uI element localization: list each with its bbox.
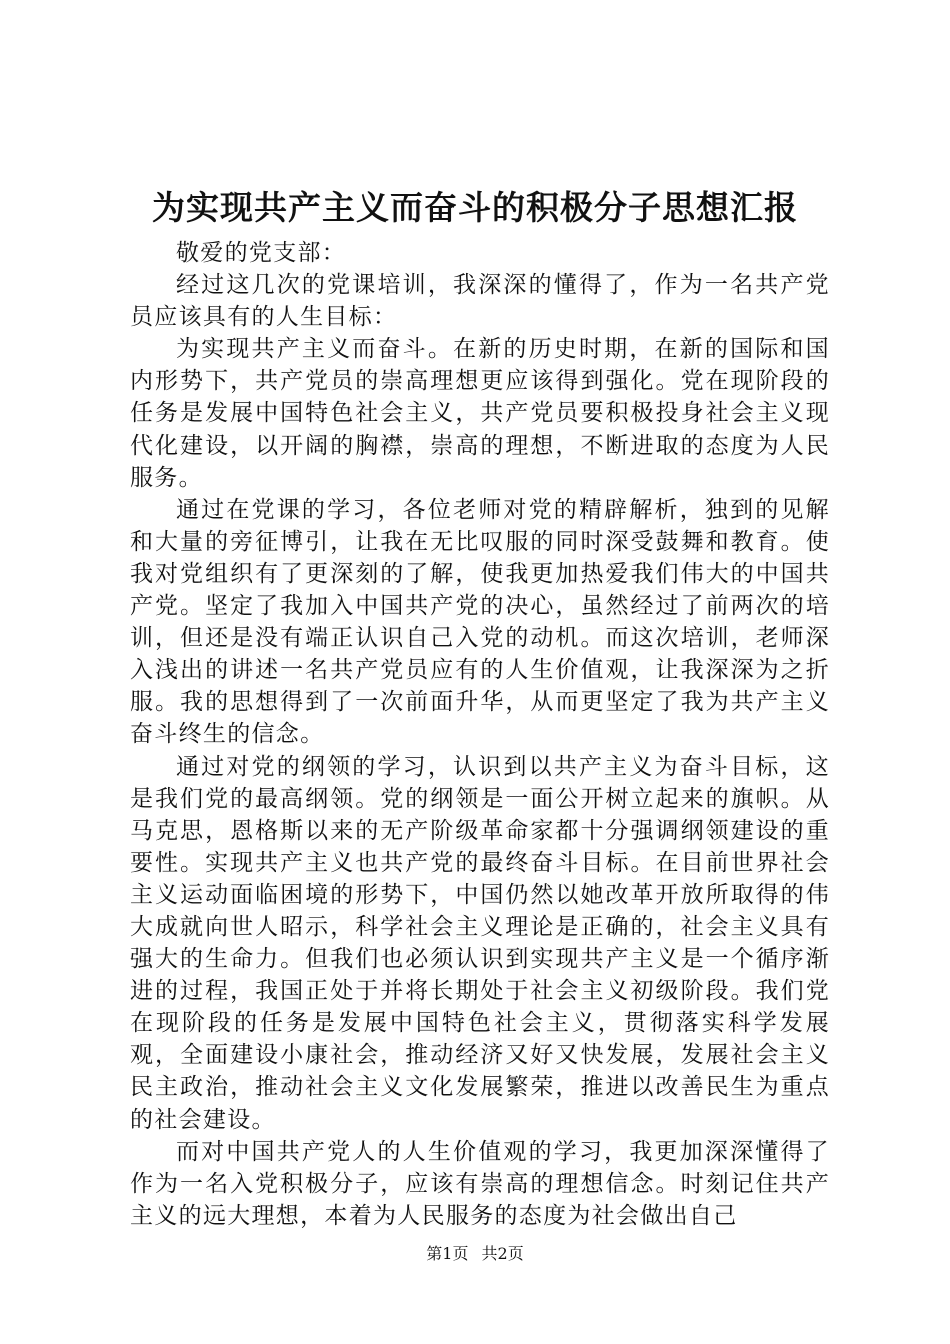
salutation: 敬爱的党支部：: [176, 240, 347, 266]
paragraph-2: 为实现共产主义而奋斗。在新的历史时期，在新的国际和国内形势下，共产党员的崇高理想更应该得到强化。党在现阶段的任务是发展中国特色社会主义，共产党员要积极投身社会主义现代化建设，以开阔的胸襟，崇高的理想，不断进取的态度为人民服务。: [130, 336, 830, 491]
document-title: 为实现共产主义而奋斗的积极分子思想汇报: [152, 188, 798, 227]
paragraph-5: 而对中国共产党人的人生价值观的学习，我更加深深懂得了作为一名入党积极分子，应该有崇高的理想信念。时刻记住共产主义的远大理想，本着为人民服务的态度为社会做出自己: [130, 1138, 830, 1229]
document-body: [130, 237, 830, 1232]
page-number: 第1页: [426, 1244, 469, 1263]
page-footer: [0, 1243, 950, 1265]
page-total: 共2页: [481, 1244, 524, 1263]
paragraph-4: 通过对党的纲领的学习，认识到以共产主义为奋斗目标，这是我们党的最高纲领。党的纲领是一面公开树立起来的旗帜。从马克思，恩格斯以来的无产阶级革命家都十分强调纲领建设的重要性。实现共产主义也共产党的最终奋斗目标。在目前世界社会主义运动面临困境的形势下，中国仍然以她改革开放所取得的伟大成就向世人昭示，科学社会主义理论是正确的，社会主义具有强大的生命力。但我们也必须认识到实现共产主义是一个循序渐进的过程，我国正处于并将长期处于社会主义初级阶段。我们党在现阶段的任务是发展中国特色社会主义，贯彻落实科学发展观，全面建设小康社会，推动经济又好又快发展，发展社会主义民主政治，推动社会主义文化发展繁荣，推进以改善民生为重点的社会建设。: [130, 753, 830, 1133]
paragraph-3: 通过在党课的学习，各位老师对党的精辟解析，独到的见解和大量的旁征博引，让我在无比叹服的同时深受鼓舞和教育。使我对党组织有了更深刻的了解，使我更加热爱我们伟大的中国共产党。坚定了我加入中国共产党的决心，虽然经过了前两次的培训，但还是没有端正认识自己入党的动机。而这次培训，老师深入浅出的讲述一名共产党员应有的人生价值观，让我深深为之折服。我的思想得到了一次前面升华，从而更坚定了我为共产主义奋斗终生的信念。: [130, 496, 830, 748]
paragraph-1: 经过这几次的党课培训，我深深的懂得了，作为一名共产党员应该具有的人生目标：: [130, 272, 830, 331]
